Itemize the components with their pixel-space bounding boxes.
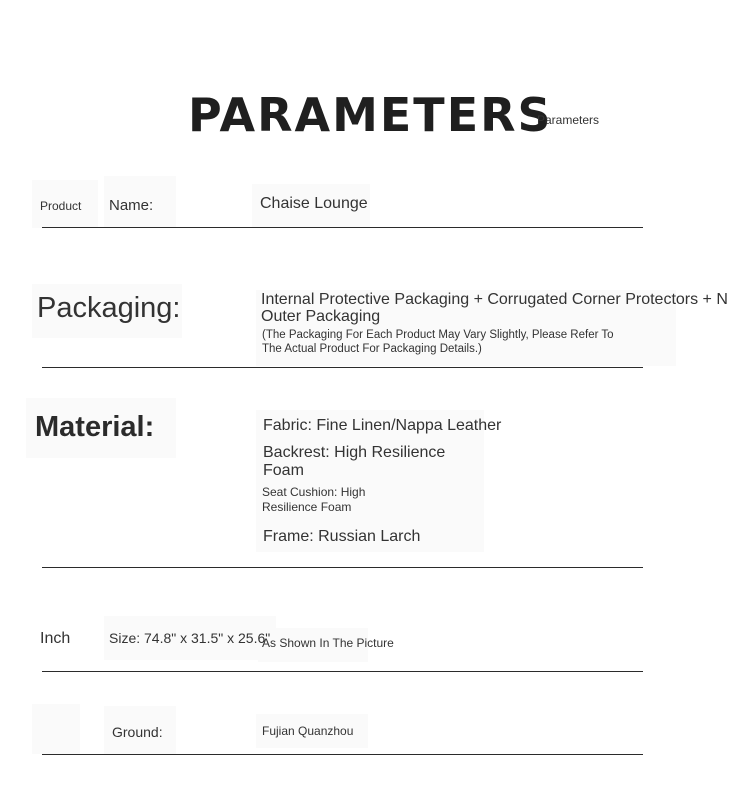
origin-label: Ground:: [112, 724, 163, 740]
packaging-note-line2: The Actual Product For Packaging Details.): [262, 343, 482, 355]
packaging-value-line1: Internal Protective Packaging + Corrugated Corner Protectors + N: [261, 291, 728, 308]
divider: [42, 567, 643, 568]
packaging-value-line2: Outer Packaging: [261, 308, 381, 325]
size-unit-label: Inch: [40, 630, 71, 647]
size-value: Size: 74.8" x 31.5" x 25.6": [109, 630, 271, 646]
page-title: PARAMETERS: [188, 88, 553, 142]
material-seat-line2: Resilience Foam: [262, 500, 352, 514]
packaging-label: Packaging:: [37, 292, 181, 324]
material-backrest-line1: Backrest: High Resilience: [263, 444, 446, 461]
material-frame: Frame: Russian Larch: [263, 528, 421, 545]
row-highlight: [32, 704, 80, 754]
material-fabric: Fabric: Fine Linen/Nappa Leather: [263, 417, 502, 434]
divider: [42, 671, 643, 672]
page-subtitle: Parameters: [537, 113, 600, 127]
size-note: As Shown In The Picture: [262, 636, 394, 650]
material-label: Material:: [35, 411, 155, 443]
origin-value: Fujian Quanzhou: [262, 724, 354, 738]
divider: [42, 367, 643, 368]
product-name-label: Name:: [109, 197, 154, 214]
material-backrest-line2: Foam: [263, 462, 304, 479]
product-name-value: Chaise Lounge: [260, 195, 368, 212]
divider: [42, 754, 643, 755]
product-label-prefix: Product: [40, 199, 82, 213]
packaging-note-line1: (The Packaging For Each Product May Vary Slightly, Please Refer To: [262, 329, 614, 341]
divider: [42, 227, 643, 228]
material-seat-line1: Seat Cushion: High: [262, 485, 366, 499]
